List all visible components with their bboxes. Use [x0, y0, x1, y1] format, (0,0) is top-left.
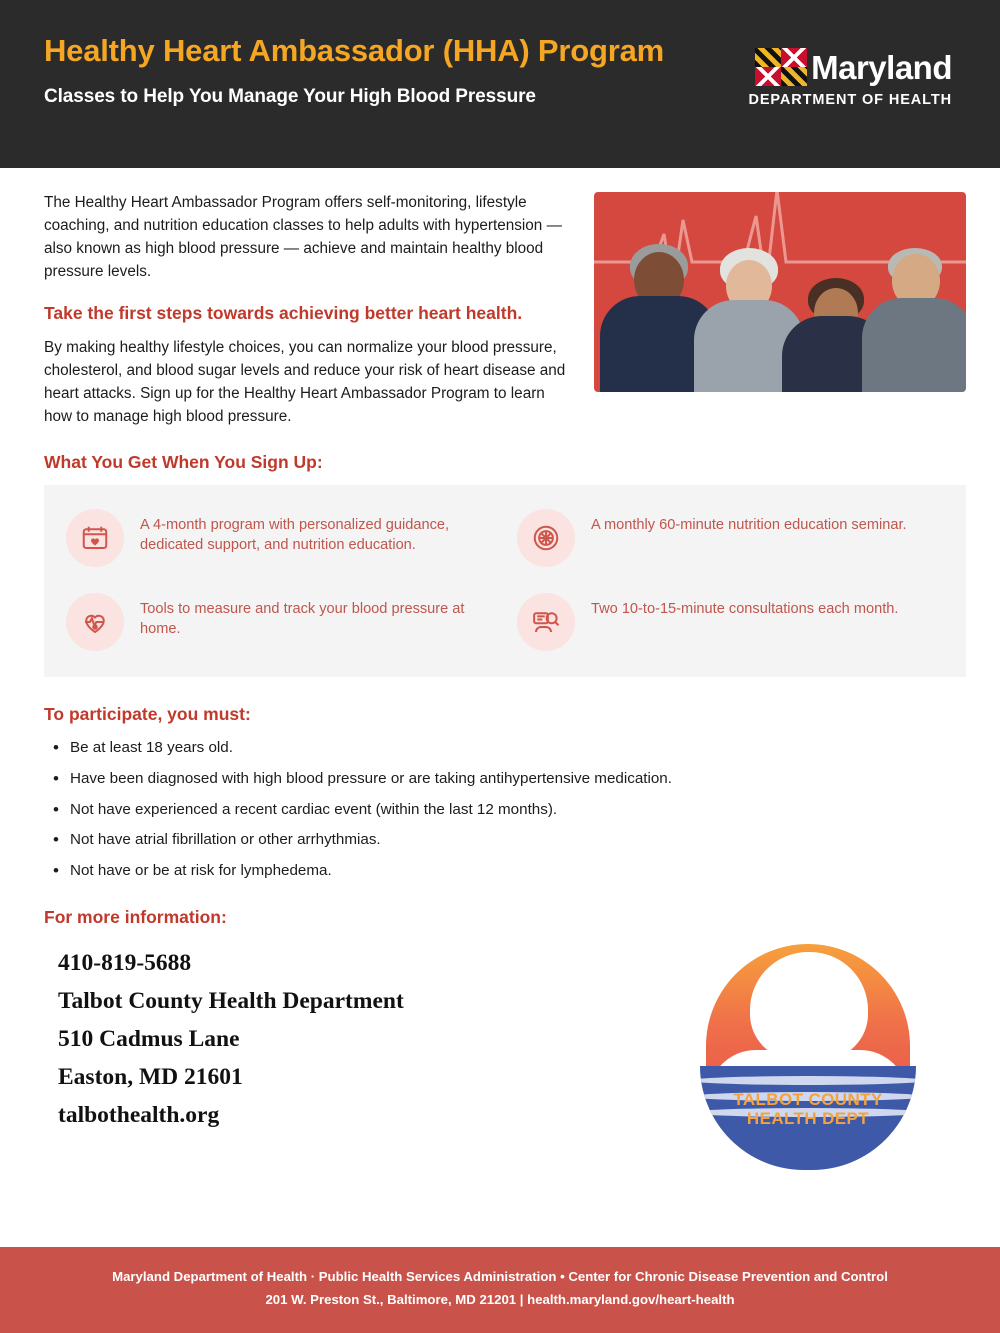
requirements-title: To participate, you must:	[44, 703, 251, 724]
maryland-logo	[748, 26, 966, 108]
intro-text-column	[44, 192, 570, 429]
list-item: • Not have or be at risk for lymphedema.	[70, 859, 966, 883]
list-item: • Have been diagnosed with high blood pressure or are taking antihypertensive medication.	[70, 767, 966, 791]
footer-line-1: Maryland Department of Health · Public Health Services Administration • Center for Chronic Disease Prevention and Control	[112, 1269, 888, 1284]
benefit-text: Tools to measure and track your blood pressure at home.	[140, 600, 465, 638]
benefits-panel	[44, 485, 966, 677]
contact-website[interactable]: talbothealth.org	[58, 1102, 220, 1129]
talbot-logo-line2: HEALTH DEPT	[746, 1108, 870, 1128]
contact-organization: Talbot County Health Department	[58, 987, 404, 1014]
hero-photo	[594, 192, 966, 392]
page-title: Healthy Heart Ambassador (HHA) Program	[44, 33, 665, 68]
list-item: • Not have atrial fibrillation or other arrhythmias.	[70, 828, 966, 852]
calendar-heart-icon	[66, 509, 124, 567]
header-text-block	[44, 26, 664, 108]
benefit-item	[517, 509, 944, 567]
page-subtitle: Classes to Help You Manage Your High Blood Pressure	[44, 85, 536, 107]
contact-city-state-zip: Easton, MD 21601	[58, 1064, 243, 1090]
benefit-item	[517, 593, 944, 651]
contact-phone[interactable]: 410-819-5688	[58, 949, 192, 976]
benefit-text: Two 10-to-15-minute consultations each month.	[591, 600, 899, 617]
benefit-item	[66, 593, 493, 651]
talbot-logo-line1: TALBOT COUNTY	[733, 1089, 883, 1109]
blood-pressure-monitor-icon	[66, 593, 124, 651]
benefit-text: A monthly 60-minute nutrition education seminar.	[591, 516, 907, 533]
contact-title: For more information:	[44, 907, 227, 928]
page-header	[0, 0, 1000, 168]
contact-section	[44, 944, 966, 1170]
footer-line-2[interactable]: 201 W. Preston St., Baltimore, MD 21201 | health.maryland.gov/heart-health	[265, 1292, 735, 1308]
maryland-flag-icon	[755, 48, 807, 86]
benefits-title: What You Get When You Sign Up:	[44, 452, 323, 473]
intro-paragraph: The Healthy Heart Ambassador Program offers self-monitoring, lifestyle coaching, and nutrition education classes to help adults with hypertension — also known as high blood pressure — achieve and maintain healthy blood pressure levels.	[44, 194, 562, 280]
benefit-item	[66, 509, 493, 567]
intro-paragraph-2: By making healthy lifestyle choices, you can normalize your blood pressure, cholesterol, and blood sugar levels and reduce your risk of heart disease and heart attacks. Sign up for the Healthy Heart Ambassador Program to learn how to manage high blood pressure.	[44, 339, 566, 426]
contact-details	[44, 944, 404, 1134]
nutrition-plate-icon	[517, 509, 575, 567]
photo-people	[594, 232, 966, 392]
logo-row	[755, 48, 952, 86]
list-item: • Be at least 18 years old.	[70, 736, 966, 760]
intro-section	[44, 192, 966, 429]
intro-heading: Take the first steps towards achieving better heart health.	[44, 302, 523, 323]
talbot-logo-text	[692, 1090, 924, 1128]
consultation-icon	[517, 593, 575, 651]
requirements-list	[44, 736, 966, 882]
contact-street: 510 Cadmus Lane	[58, 1025, 240, 1052]
logo-department: DEPARTMENT OF HEALTH	[748, 92, 952, 108]
logo-wordmark: Maryland	[811, 48, 952, 86]
benefit-text: A 4-month program with personalized guidance, dedicated support, and nutrition education.	[140, 516, 450, 554]
page-body	[0, 168, 1000, 1170]
list-item: • Not have experienced a recent cardiac event (within the last 12 months).	[70, 798, 966, 822]
page-footer	[0, 1247, 1000, 1333]
talbot-county-health-dept-logo	[692, 938, 924, 1170]
